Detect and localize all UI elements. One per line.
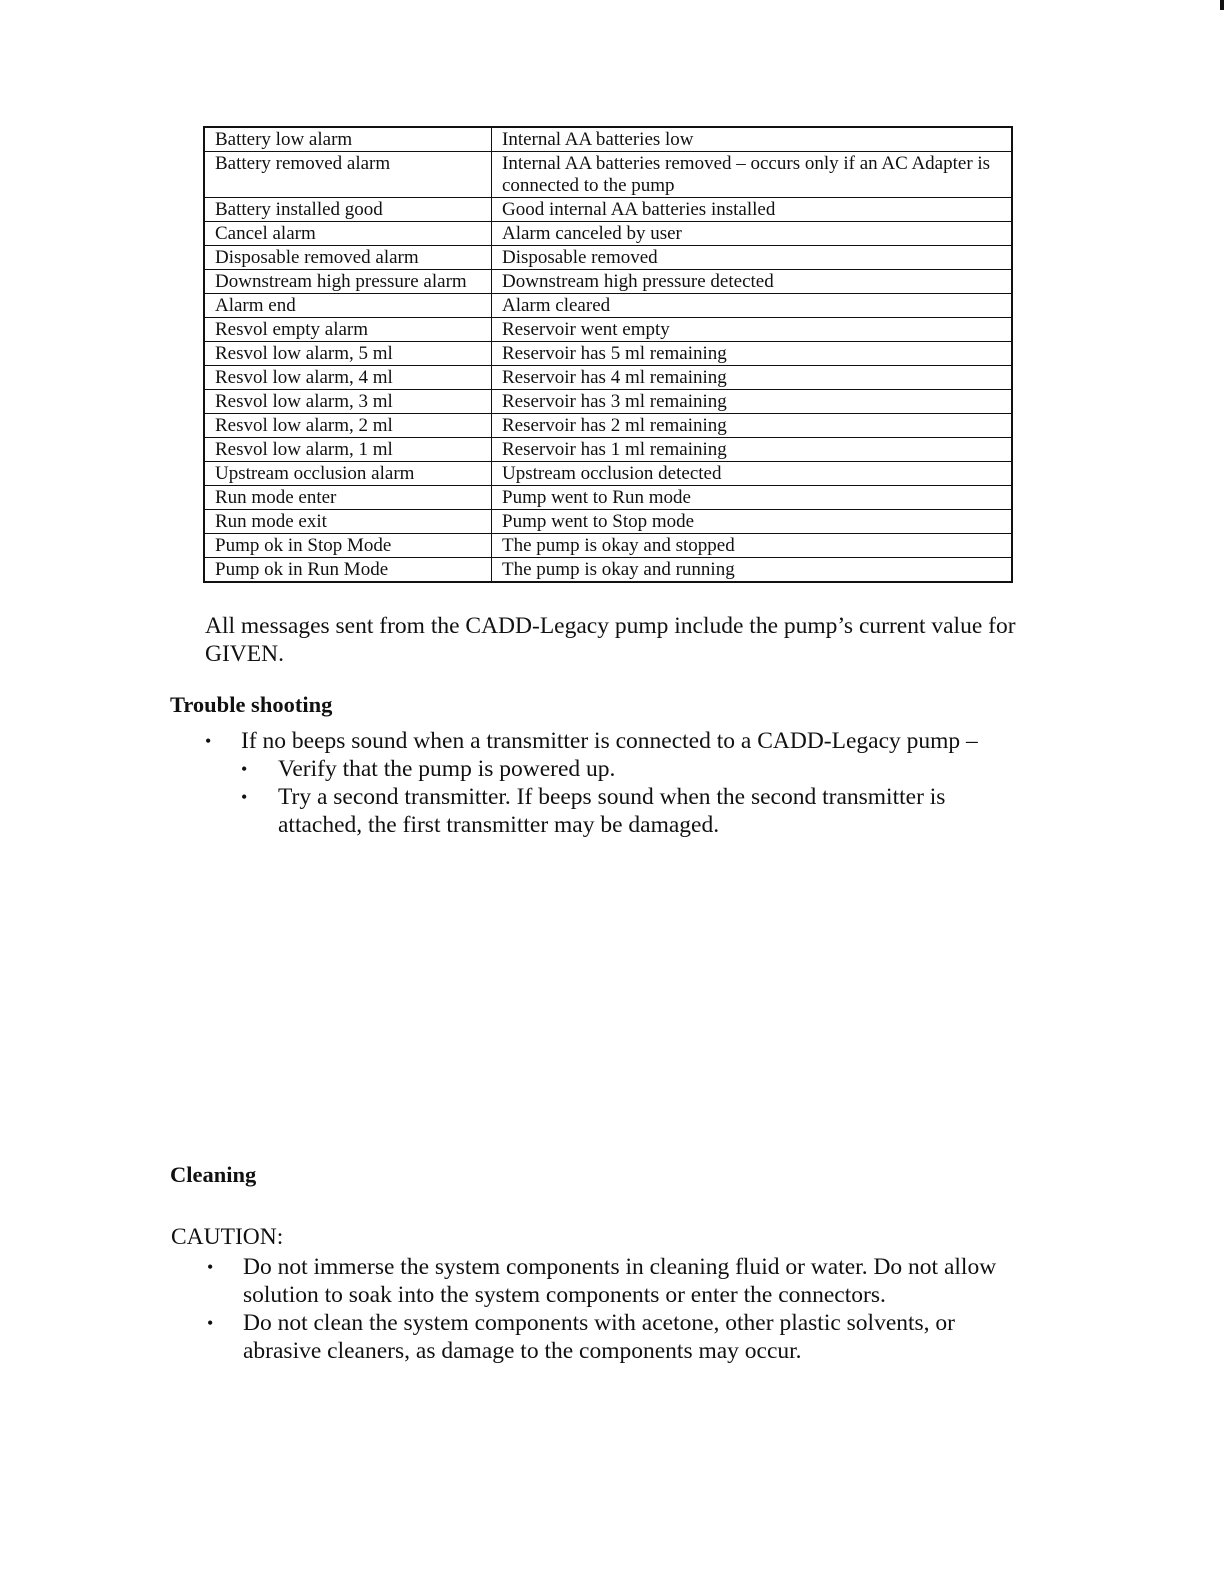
event-description-cell: Good internal AA batteries installed — [492, 198, 1013, 222]
event-description-cell: The pump is okay and stopped — [492, 534, 1013, 558]
troubleshooting-subitem-text: Try a second transmitter. If beeps sound when the second transmitter is attached, the first transmitter may be damaged. — [278, 784, 946, 838]
event-description-cell: Reservoir has 1 ml remaining — [492, 438, 1013, 462]
event-description-cell: Pump went to Run mode — [492, 486, 1013, 510]
event-description-cell: Reservoir has 5 ml remaining — [492, 342, 1013, 366]
messages-note: All messages sent from the CADD-Legacy pump include the pump’s current value for GIVEN. — [205, 613, 1016, 667]
event-name-cell: Resvol low alarm, 2 ml — [204, 414, 492, 438]
bullet-icon: • — [241, 787, 248, 807]
table-row — [204, 462, 1012, 486]
bullet-icon: • — [241, 759, 248, 779]
table-row — [204, 294, 1012, 318]
event-description-cell: Disposable removed — [492, 246, 1013, 270]
cleaning-item-text: Do not clean the system components with acetone, other plastic solvents, or abrasive cleaners, as damage to the components may occur. — [243, 1310, 956, 1364]
event-name-cell: Resvol empty alarm — [204, 318, 492, 342]
event-table-body — [204, 127, 1012, 582]
event-name-cell: Resvol low alarm, 5 ml — [204, 342, 492, 366]
table-row — [204, 222, 1012, 246]
bullet-icon: • — [205, 731, 212, 751]
event-name-cell: Battery installed good — [204, 198, 492, 222]
cleaning-heading: Cleaning — [170, 1162, 257, 1187]
event-description-cell: Downstream high pressure detected — [492, 270, 1013, 294]
troubleshooting-heading: Trouble shooting — [170, 692, 333, 717]
event-name-cell: Run mode exit — [204, 510, 492, 534]
event-description-cell: Pump went to Stop mode — [492, 510, 1013, 534]
event-description-cell: Internal AA batteries removed – occurs only if an AC Adapter is connected to the pump — [492, 152, 1013, 198]
bullet-icon: • — [207, 1257, 214, 1277]
table-row — [204, 486, 1012, 510]
troubleshooting-list — [205, 727, 1025, 839]
event-name-cell: Disposable removed alarm — [204, 246, 492, 270]
cleaning-item-text: Do not immerse the system components in cleaning fluid or water. Do not allow solution to soak into the system components or enter the connectors. — [243, 1254, 997, 1308]
troubleshooting-subitem-text: Verify that the pump is powered up. — [278, 756, 616, 782]
list-item — [207, 1309, 1017, 1365]
event-name-cell: Resvol low alarm, 3 ml — [204, 390, 492, 414]
table-row — [204, 558, 1012, 583]
caution-label: CAUTION: — [171, 1224, 284, 1250]
list-item — [207, 1253, 1017, 1309]
table-row — [204, 510, 1012, 534]
table-row — [204, 152, 1012, 198]
list-item — [205, 727, 1025, 839]
table-row — [204, 318, 1012, 342]
table-row — [204, 534, 1012, 558]
table-row — [204, 390, 1012, 414]
event-description-cell: Reservoir has 4 ml remaining — [492, 366, 1013, 390]
table-row — [204, 127, 1012, 152]
event-name-cell: Pump ok in Stop Mode — [204, 534, 492, 558]
event-name-cell: Alarm end — [204, 294, 492, 318]
table-row — [204, 438, 1012, 462]
list-item — [241, 783, 978, 839]
event-name-cell: Resvol low alarm, 4 ml — [204, 366, 492, 390]
table-row — [204, 366, 1012, 390]
event-name-cell: Resvol low alarm, 1 ml — [204, 438, 492, 462]
event-description-cell: Upstream occlusion detected — [492, 462, 1013, 486]
page-edge-mark — [1220, 0, 1224, 10]
event-name-cell: Upstream occlusion alarm — [204, 462, 492, 486]
troubleshooting-item-text: If no beeps sound when a transmitter is connected to a CADD-Legacy pump – — [241, 728, 978, 754]
event-description-cell: The pump is okay and running — [492, 558, 1013, 583]
event-description-cell: Reservoir has 3 ml remaining — [492, 390, 1013, 414]
event-table — [203, 126, 1013, 583]
table-row — [204, 342, 1012, 366]
troubleshooting-sublist — [241, 755, 1025, 839]
cleaning-list — [207, 1253, 1017, 1365]
event-name-cell: Run mode enter — [204, 486, 492, 510]
event-description-cell: Reservoir went empty — [492, 318, 1013, 342]
event-description-cell: Reservoir has 2 ml remaining — [492, 414, 1013, 438]
event-name-cell: Battery low alarm — [204, 127, 492, 152]
event-name-cell: Cancel alarm — [204, 222, 492, 246]
event-name-cell: Battery removed alarm — [204, 152, 492, 198]
table-row — [204, 246, 1012, 270]
event-name-cell: Downstream high pressure alarm — [204, 270, 492, 294]
bullet-icon: • — [207, 1313, 214, 1333]
table-row — [204, 198, 1012, 222]
list-item — [241, 755, 1025, 783]
table-row — [204, 270, 1012, 294]
event-description-cell: Alarm cleared — [492, 294, 1013, 318]
event-description-cell: Internal AA batteries low — [492, 127, 1013, 152]
event-name-cell: Pump ok in Run Mode — [204, 558, 492, 583]
event-description-cell: Alarm canceled by user — [492, 222, 1013, 246]
table-row — [204, 414, 1012, 438]
